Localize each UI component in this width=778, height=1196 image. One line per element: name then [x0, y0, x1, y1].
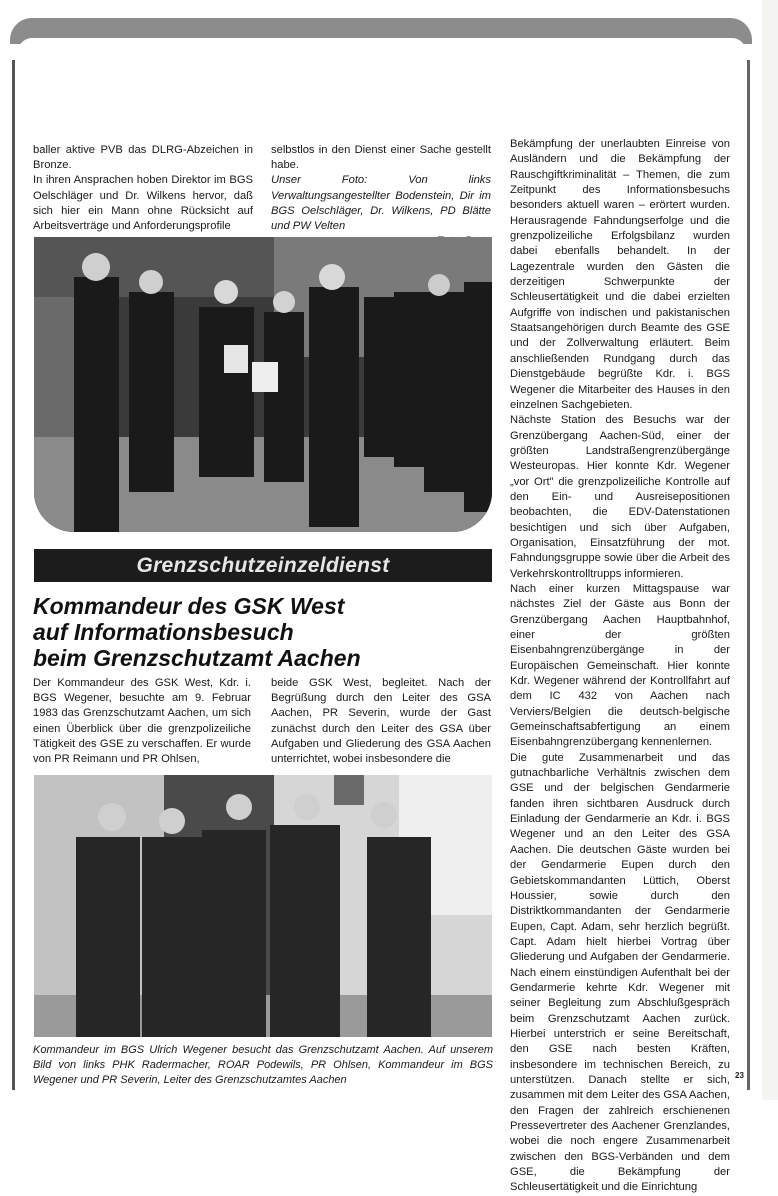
paragraph: Nächste Station des Besuchs war der Grenzübergang Aachen-Süd, einer der größten Landstraßengrenzübergänge Westeuropas. Hier konnte Kdr. Wegener „vor Ort" die grenzpolizeiliche Kontrolle auf den Ein- und Ausreisepositionen beobachten, die EDV-Datenstationen besichtigen und sich über Aufgaben, Organisation, Einsatzführung der mot. Fahndungsgruppe sowie über die Arbeit des Verkehrskontrolltrupps informieren.	[510, 414, 730, 580]
headline-line: beim Grenzschutzamt Aachen	[33, 645, 361, 671]
page-edge-strip	[762, 0, 778, 1100]
headline-line: auf Informationsbesuch	[33, 619, 294, 645]
right-border-rule	[747, 60, 750, 1090]
paragraph: beide GSK West, begleitet. Nach der Begrüßung durch den Leiter des GSA Aachen, PR Severin, wurde der Gast zunächst durch den Leiter des GSA über Aufgaben und Gliederung des GSA Aachen unterrichtet, wobei insbesondere die	[271, 677, 491, 766]
top-middle-column	[271, 143, 491, 249]
paragraph: In ihren Ansprachen hoben Direktor im BGS Oelschläger und Dr. Wilkens hervor, daß sich hier ein Mann ohne Rücksicht auf Arbeitsverträge und Anforderungsprofile	[33, 174, 253, 233]
group-photo-top	[34, 237, 492, 532]
headline-line: Kommandeur des GSK West	[33, 593, 345, 619]
bottom-photo-caption: Kommandeur im BGS Ulrich Wegener besucht das Grenzschutzamt Aachen. Auf unserem Bild von links PHK Radermacher, ROAR Podewils, PR Ohlsen, Kommandeur im BGS Wegener und PR Severin, Leiter des Grenzschutzamtes Aachen	[33, 1044, 493, 1086]
group-photo-bottom	[34, 775, 492, 1037]
paragraph: Der Kommandeur des GSK West, Kdr. i. BGS Wegener, besuchte am 9. Februar 1983 das Grenzschutzamt Aachen, um sich einen Überblick über die grenzpolizeiliche Tätigkeit des GSE zu verschaffen. Er wurde von PR Reimann und PR Ohlsen,	[33, 677, 251, 766]
paragraph: baller aktive PVB das DLRG-Abzeichen in Bronze.	[33, 144, 253, 172]
photo-caption: Unser Foto: Von links Verwaltungsangestellter Bodenstein, Dir im BGS Oelschläger, Dr. Wilkens, PD Blätte und PW Velten	[271, 174, 491, 233]
page-number: 23	[735, 1071, 744, 1080]
article-left-column	[33, 676, 251, 767]
top-left-column	[33, 143, 253, 234]
paragraph: Die gute Zusammenarbeit und das gutnachbarliche Verhältnis zwischen dem GSE und der belgischen Gendarmerie fanden ihren sichtbaren Ausdruck durch Einladung der Gendarmerie an Kdr. i. BGS Wegener und an den Leiter des GSA Aachen. Die deutschen Gäste wurden bei der Gendarmerie Eupen durch den Gebietskommandanten Lüttich, Oberst Houssier, sowie durch den Distriktkommandanten der Gendarmerie Eupen, Capt. Adam, sehr herzlich begrüßt. Capt. Adam hielt hierbei Vortrag über Gliederung und Aufgaben der Gendarmerie. Nach einem einstündigen Aufenthalt bei der Gendarmerie kehrte Kdr. Wegener mit seiner Begleitung zum Abschlußgespräch beim Grenzschutzamt Aachen zurück. Hierbei unterstrich er seine Bereitschaft, den GSE nach besten Kräften, insbesondere im technischen Bereich, zu unterstützen. Danach stellte er sich, zusammen mit dem Leiter des GSA Aachen, den Fragen der zahlreich erschienenen Pressevertreter des Aachener Grenzlandes, wobei die noch engere Zusammenarbeit zwischen den BGS-Verbänden und dem GSE, die Bekämpfung der Schleusertätigkeit und die Einrichtung	[510, 751, 730, 1194]
right-column	[510, 137, 730, 1196]
article-headline	[33, 593, 493, 671]
paragraph: selbstlos in den Dienst einer Sache gestellt habe.	[271, 144, 491, 172]
section-banner-title: Grenzschutzeinzeldienst	[136, 553, 390, 577]
section-banner	[34, 549, 492, 582]
paragraph: Nach einer kurzen Mittagspause war nächstes Ziel der Gäste aus Bonn der Grenzübergang Aachen Hauptbahnhof, einer der größten Eisenbahngrenzübergänge in der Europäischen Gemeinschaft. Hier konnte Kdr. Wegener während der Kontrollfahrt auf dem IC 432 von Aachen nach Verviers/Belgien die deutsch-belgische Gemeinschaftsabfertigung an einem Eisenbahngrenzübergang kennenlernen.	[510, 582, 730, 749]
article-middle-column	[271, 676, 491, 767]
paragraph: Bekämpfung der unerlaubten Einreise von Ausländern und die Bekämpfung der Rauschgiftkriminalität – Themen, die zum Zeitpunkt des Informationsbesuchs besonders aktuell waren – erörtert wurden. Herausragende Fahndungserfolge und die grenzpolizeiliche Erfolgsbilanz wurden dabei ebenfalls behandelt. In der Lagezentrale wurden den Gästen die derzeitigen Schwerpunkte der Schleusertätigkeit und die dabei erzielten Aufgriffe von indischen und pakistanischen Staatsangehörigen durch Beamte des GSE und der Zollverwaltung erläutert. Beim anschließenden Rundgang durch das Dienstgebäude begrüßte Kdr. i. BGS Wegener die Mitarbeiter des Hauses in den einzelnen Sachgebieten.	[510, 138, 730, 411]
left-border-rule	[12, 60, 15, 1090]
